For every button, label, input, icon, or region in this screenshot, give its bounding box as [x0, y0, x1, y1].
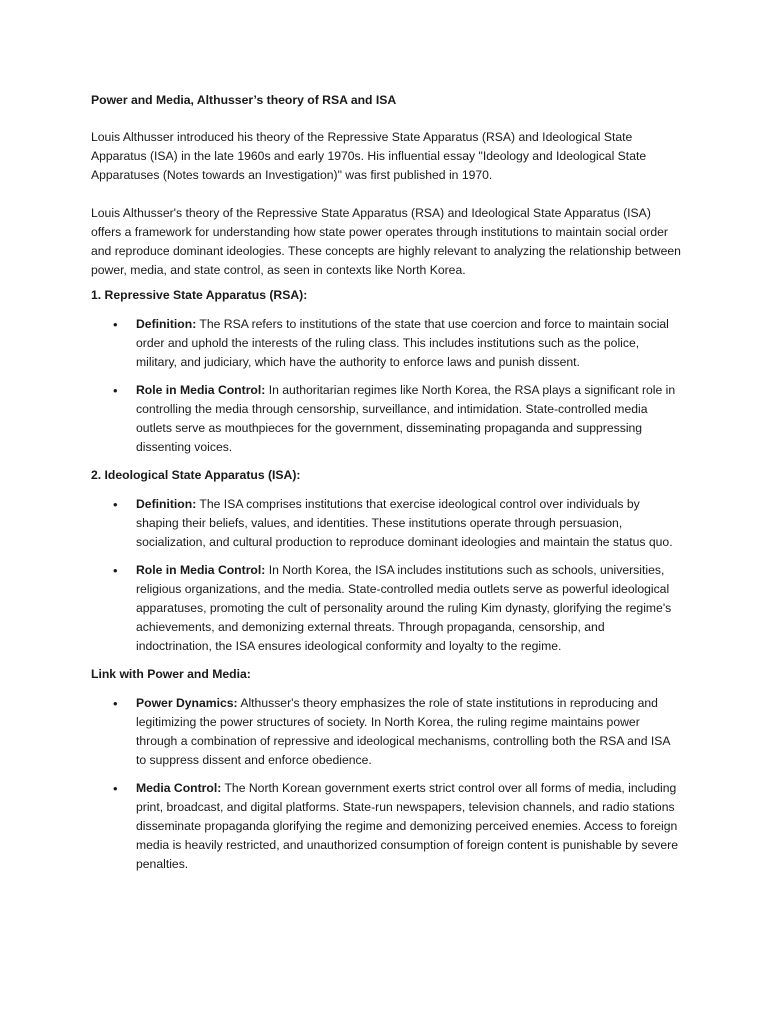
list-item [91, 561, 683, 656]
rsa-bullet-list [91, 315, 683, 457]
list-item [91, 495, 683, 552]
document-body [91, 91, 683, 883]
bullet-icon: • [113, 383, 118, 398]
bullet-icon: • [113, 317, 118, 332]
bullet-icon: • [113, 696, 118, 711]
list-item [91, 779, 683, 874]
item-term: Media Control: [136, 781, 222, 795]
section-heading-link: Link with Power and Media: [91, 667, 251, 681]
link-bullet-list [91, 694, 683, 874]
item-text: In authoritarian regimes like North Korea, the RSA plays a significant role in controlling the media through censorship, surveillance, and intimidation. State-controlled media outlets serve as mouthpieces for the government, disseminating propaganda and suppressing dissenting voices. [136, 383, 676, 454]
intro-paragraph-1: Louis Althusser introduced his theory of the Repressive State Apparatus (RSA) and Ideological State Apparatus (ISA) in the late 1960s and early 1970s. His influential essay "Ideology and Ideological State Apparatuses (Notes towards an Investigation)" was first published in 1970. [91, 130, 647, 182]
item-text: The ISA comprises institutions that exercise ideological control over individuals by shaping their beliefs, values, and identities. These institutions operate through persuasion, socialization, and cultural production to reproduce dominant ideologies and maintain the status quo. [136, 497, 673, 549]
bullet-icon: • [113, 781, 118, 796]
item-term: Role in Media Control: [136, 563, 266, 577]
list-item [91, 381, 683, 457]
item-term: Definition: [136, 497, 197, 511]
bullet-icon: • [113, 497, 118, 512]
item-text: Althusser's theory emphasizes the role of state institutions in reproducing and legitimizing the power structures of society. In North Korea, the ruling regime maintains power through a combination of repressive and ideological mechanisms, controlling both the RSA and ISA to suppress dissent and enforce obedience. [136, 696, 670, 767]
intro-paragraph-2: Louis Althusser's theory of the Repressive State Apparatus (RSA) and Ideological State Apparatus (ISA) offers a framework for understanding how state power operates through institutions to maintain social order and reproduce dominant ideologies. These concepts are highly relevant to analyzing the relationship between power, media, and state control, as seen in contexts like North Korea. [91, 206, 681, 277]
item-text: In North Korea, the ISA includes institutions such as schools, universities, religious organizations, and the media. State-controlled media outlets serve as powerful ideological apparatuses, promoting the cult of personality around the ruling Kim dynasty, glorifying the regime's achievements, and demonizing external threats. Through propaganda, censorship, and indoctrination, the ISA ensures ideological conformity and loyalty to the regime. [136, 563, 672, 653]
list-item [91, 315, 683, 372]
isa-bullet-list [91, 495, 683, 656]
section-heading-isa: 2. Ideological State Apparatus (ISA): [91, 468, 301, 482]
item-term: Role in Media Control: [136, 383, 266, 397]
list-item [91, 694, 683, 770]
bullet-icon: • [113, 563, 118, 578]
item-text: The RSA refers to institutions of the state that use coercion and force to maintain social order and uphold the interests of the ruling class. This includes institutions such as the police, military, and judiciary, which have the authority to enforce laws and punish dissent. [136, 317, 669, 369]
document-title: Power and Media, Althusser’s theory of RSA and ISA [91, 93, 397, 107]
item-text: The North Korean government exerts strict control over all forms of media, including print, broadcast, and digital platforms. State-run newspapers, television channels, and radio stations disseminate propaganda glorifying the regime and demonizing perceived enemies. Access to foreign media is heavily restricted, and unauthorized consumption of foreign content is punishable by severe penalties. [136, 781, 678, 871]
item-term: Power Dynamics: [136, 696, 238, 710]
item-term: Definition: [136, 317, 197, 331]
section-heading-rsa: 1. Repressive State Apparatus (RSA): [91, 288, 308, 302]
